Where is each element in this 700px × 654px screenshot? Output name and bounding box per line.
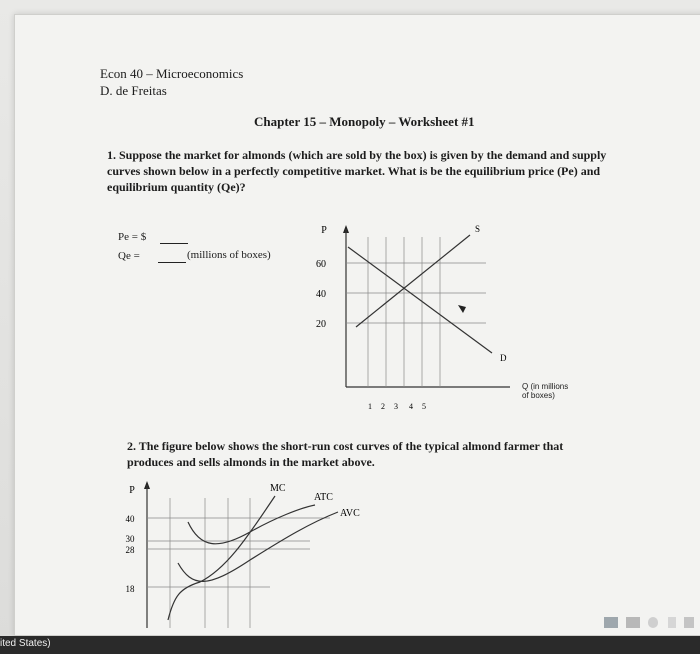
chart1-ytick-label: 40 xyxy=(316,289,326,300)
chart2-ylabel: P xyxy=(129,485,135,496)
chart1-ytick-label: 60 xyxy=(316,259,326,270)
chart1-xtick-label: 1 xyxy=(368,402,372,411)
wifi-icon[interactable] xyxy=(668,617,676,628)
chart1-ytick-label: 20 xyxy=(316,319,326,330)
mc-curve xyxy=(168,496,275,620)
chart1-ylabel: P xyxy=(321,225,327,236)
question-1-text: 1. Suppose the market for almonds (which are sold by the box) is given by the demand and supply curves shown below in a perfectly competitive market. What is be the equilibrium price (Pe) and equilibrium quantity (Qe)? xyxy=(107,148,607,194)
question-2-text: 2. The figure below shows the short-run cost curves of the typical almond farmer that produces and sells almonds in the market above. xyxy=(127,439,564,469)
worksheet-title: Chapter 15 – Monopoly – Worksheet #1 xyxy=(254,114,475,129)
course-name: Econ 40 – Microeconomics xyxy=(100,66,244,81)
chart2-ytick-label: 30 xyxy=(125,534,135,544)
taskbar-status-text: ited States) xyxy=(0,638,51,649)
supply-label: S xyxy=(475,224,481,234)
atc-label: ATC xyxy=(314,492,333,503)
pen-mark xyxy=(458,305,466,313)
cost-curves-chart xyxy=(110,478,390,628)
instructor-name: D. de Freitas xyxy=(100,83,167,98)
qe-units: (millions of boxes) xyxy=(187,249,271,261)
chart1-xtick-label: 4 xyxy=(409,402,413,411)
demand-label: D xyxy=(500,353,507,363)
atc-curve xyxy=(188,505,315,544)
avc-label: AVC xyxy=(340,508,360,519)
pe-label: Pe = $ xyxy=(118,231,147,243)
chart1-xtick-label: 2 xyxy=(381,402,385,411)
menu-icon[interactable] xyxy=(684,617,694,628)
qe-answer-blank[interactable] xyxy=(158,262,186,263)
chart2-ytick-label: 40 xyxy=(125,514,135,524)
qe-label: Qe = xyxy=(118,250,140,262)
chart2-ytick-label: 18 xyxy=(125,584,135,594)
chart1-xlabel-line1: Q (in millions xyxy=(522,382,569,391)
mc-label: MC xyxy=(270,483,286,494)
cloud-icon[interactable] xyxy=(648,617,658,628)
chart2-ytick-label: 28 xyxy=(125,545,135,555)
pe-answer-blank[interactable] xyxy=(160,243,188,244)
supply-curve xyxy=(356,235,470,327)
supply-demand-chart xyxy=(300,215,600,425)
system-tray xyxy=(600,613,700,633)
chart1-xtick-label: 5 xyxy=(422,402,426,411)
chart1-xtick-label: 3 xyxy=(394,402,398,411)
toolbar-icon[interactable] xyxy=(626,617,640,628)
taskbar xyxy=(0,636,700,654)
window-icon[interactable] xyxy=(604,617,618,628)
chart1-xlabel-line2: of boxes) xyxy=(522,391,555,400)
avc-curve xyxy=(178,512,338,581)
